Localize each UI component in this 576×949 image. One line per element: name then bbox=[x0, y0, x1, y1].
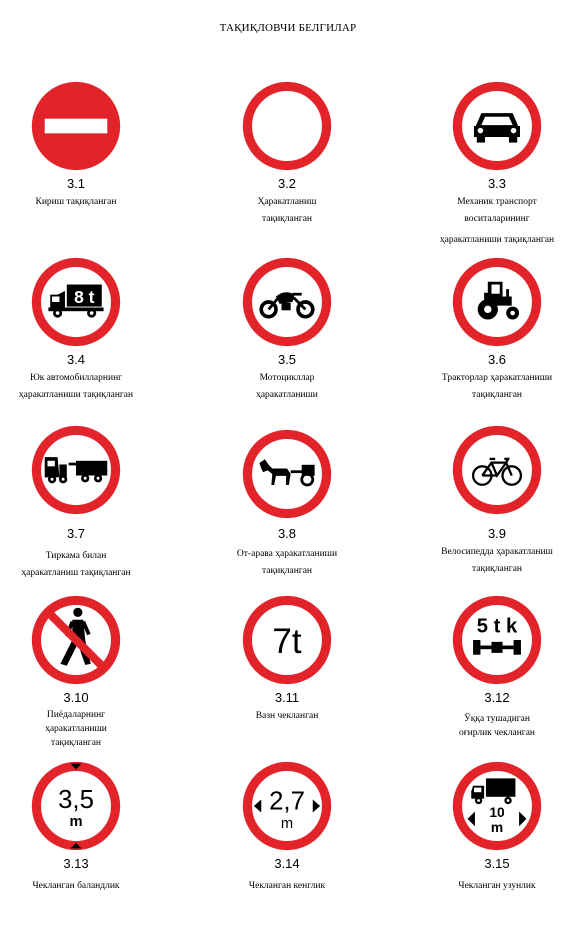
sign-3-2 bbox=[197, 80, 377, 228]
caption-line: От-арава ҳаракатланиши bbox=[236, 549, 338, 559]
sign-number: 3.8 bbox=[277, 526, 297, 541]
weight-limit-icon bbox=[241, 594, 333, 686]
caption-line: Ҳаракатланиш bbox=[257, 197, 317, 207]
truck-8t-icon bbox=[30, 256, 122, 348]
sign-caption bbox=[407, 194, 576, 249]
sign-3-5 bbox=[197, 256, 377, 404]
sign-number: 3.5 bbox=[277, 352, 297, 367]
caption-line: тақиқланган bbox=[50, 738, 102, 748]
sign-3-9 bbox=[407, 424, 576, 578]
caption-line: Тракторлар ҳаракатланиши bbox=[441, 373, 553, 383]
sign-number: 3.15 bbox=[484, 856, 510, 871]
sign-inner-text: 3,5 bbox=[58, 785, 94, 814]
sign-caption bbox=[407, 878, 576, 895]
sign-caption bbox=[0, 878, 166, 895]
sign-3-12 bbox=[407, 594, 576, 740]
sign-caption bbox=[0, 370, 166, 404]
width-limit-icon bbox=[241, 760, 333, 852]
caption-line: тақиқланган bbox=[471, 390, 523, 400]
caption-line: тақиқланган bbox=[261, 214, 313, 224]
sign-3-14 bbox=[197, 760, 377, 895]
sign-number: 3.2 bbox=[277, 176, 297, 191]
sign-inner-text: 10 bbox=[489, 805, 505, 821]
sign-caption bbox=[197, 370, 377, 404]
length-limit-icon bbox=[451, 760, 543, 852]
caption-line: ҳаракатланиши тақиқланган bbox=[18, 390, 134, 400]
caption-line: ҳаракатланиши bbox=[256, 390, 318, 400]
sign-caption bbox=[197, 708, 377, 725]
sign-caption bbox=[197, 194, 377, 228]
height-limit-icon bbox=[30, 760, 122, 852]
sign-number: 3.6 bbox=[487, 352, 507, 367]
no-entry-bar-icon bbox=[30, 80, 122, 172]
caption-line: ҳаракатланиш тақиқланган bbox=[21, 568, 131, 578]
sign-inner-text: 7t bbox=[272, 621, 302, 661]
tractor-icon bbox=[451, 256, 543, 348]
sign-caption bbox=[407, 712, 576, 740]
caption-line: Чекланган баландлик bbox=[32, 881, 120, 891]
caption-line: Мотоцикллар bbox=[259, 373, 315, 383]
horse-cart-icon bbox=[241, 428, 333, 520]
sign-inner-unit: m bbox=[280, 816, 294, 833]
sign-3-10 bbox=[0, 594, 166, 750]
caption-line: Юк автомобилларнинг bbox=[29, 373, 123, 383]
bicycle-icon bbox=[451, 424, 543, 516]
car-icon bbox=[451, 80, 543, 172]
sign-caption bbox=[197, 546, 377, 580]
caption-line: ҳаракатланиши тақиқланган bbox=[439, 235, 555, 245]
sign-caption bbox=[0, 708, 166, 750]
sign-3-3 bbox=[407, 80, 576, 249]
axle-load-icon bbox=[451, 594, 543, 686]
caption-line: воситаларининг bbox=[464, 214, 530, 224]
sign-number: 3.12 bbox=[484, 690, 510, 705]
sign-number: 3.1 bbox=[66, 176, 86, 191]
sign-number: 3.9 bbox=[487, 526, 507, 541]
sign-caption bbox=[407, 544, 576, 578]
truck-trailer-icon bbox=[30, 424, 122, 516]
sign-3-1 bbox=[0, 80, 166, 211]
caption-line: Ўққа тушадиган bbox=[464, 714, 530, 724]
caption-line: Кириш тақиқланган bbox=[35, 197, 117, 207]
sign-number: 3.3 bbox=[487, 176, 507, 191]
sign-3-8 bbox=[197, 428, 377, 580]
sign-number: 3.10 bbox=[63, 690, 89, 705]
sign-number: 3.4 bbox=[66, 352, 86, 367]
caption-line: тақиқланган bbox=[261, 566, 313, 576]
caption-line: тақиқланган bbox=[471, 564, 523, 574]
sign-3-6 bbox=[407, 256, 576, 404]
sign-3-7 bbox=[0, 424, 166, 582]
empty-circle-icon bbox=[241, 80, 333, 172]
sign-caption bbox=[197, 878, 377, 895]
sign-number: 3.11 bbox=[274, 690, 300, 705]
page-title: ТАҚИҚЛОВЧИ БЕЛГИЛАР bbox=[219, 22, 357, 34]
caption-line: Механик транспорт bbox=[457, 197, 537, 207]
caption-line: Пиёдаларнинг bbox=[46, 710, 106, 720]
sign-number: 3.13 bbox=[63, 856, 89, 871]
sign-3-15 bbox=[407, 760, 576, 895]
pedestrian-crossed-icon bbox=[30, 594, 122, 686]
caption-line: Чекланган кенглик bbox=[248, 881, 326, 891]
sign-inner-text: 5 t k bbox=[476, 615, 518, 638]
caption-line: Чекланган узунлик bbox=[458, 881, 536, 891]
sign-inner-text: 8 t bbox=[74, 286, 95, 307]
sign-caption bbox=[0, 194, 166, 211]
motorcycle-icon bbox=[241, 256, 333, 348]
caption-line: Вазн чекланган bbox=[255, 711, 319, 721]
caption-line: ҳаракатланиши bbox=[45, 724, 107, 734]
sign-3-4 bbox=[0, 256, 166, 404]
sign-inner-text: 2,7 bbox=[269, 787, 305, 816]
caption-line: оғирлик чекланган bbox=[458, 728, 536, 738]
sign-3-11 bbox=[197, 594, 377, 725]
sign-caption bbox=[407, 370, 576, 404]
caption-line: Тиркама билан bbox=[45, 551, 107, 561]
sign-inner-unit: m bbox=[490, 819, 504, 835]
sign-caption bbox=[0, 548, 166, 582]
sign-inner-unit: m bbox=[69, 814, 83, 831]
caption-line: Велосипедда ҳаракатланиш bbox=[441, 547, 553, 557]
sign-number: 3.7 bbox=[66, 526, 86, 541]
sign-3-13 bbox=[0, 760, 166, 895]
sign-number: 3.14 bbox=[274, 856, 300, 871]
